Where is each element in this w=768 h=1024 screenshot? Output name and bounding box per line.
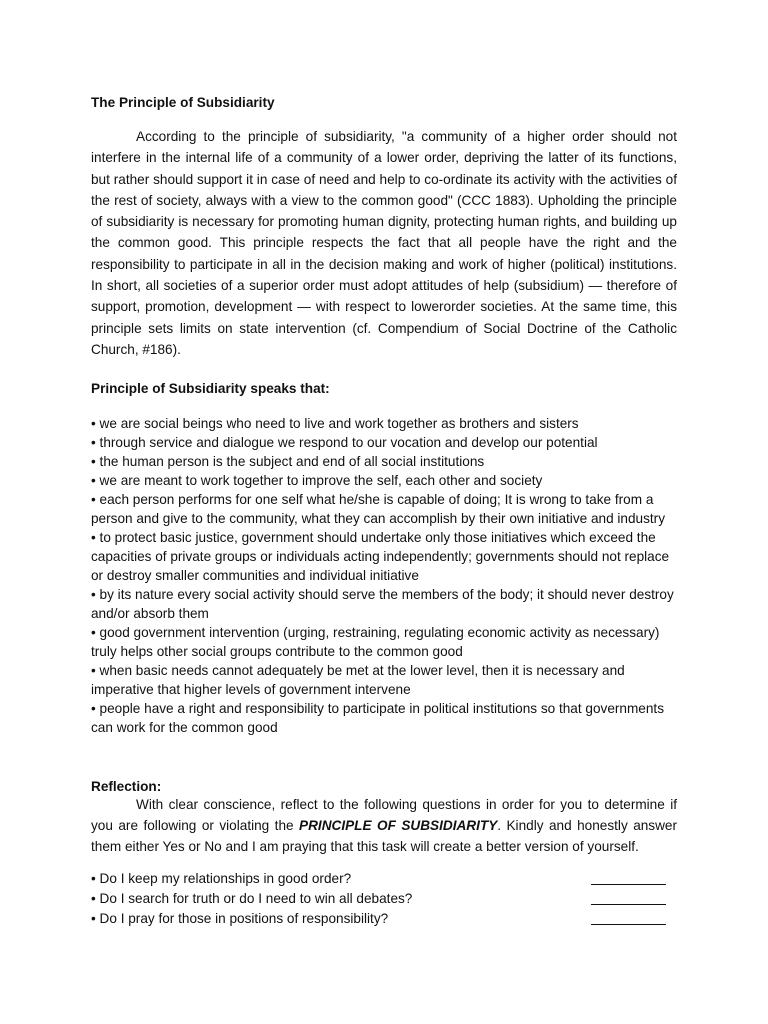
reflection-paragraph xyxy=(91,794,677,857)
bullet-item: • people have a right and responsibility to participate in political institutions so that governments can work for the common good xyxy=(91,701,665,735)
principle-heading: Principle of Subsidiarity speaks that: xyxy=(91,381,330,396)
bullet-item: • good government intervention (urging, restraining, regulating economic activity as necessary) truly helps other social groups contribute to the common good xyxy=(91,625,660,659)
answer-blank[interactable] xyxy=(591,924,666,925)
reflection-emphasis: PRINCIPLE OF SUBSIDIARITY xyxy=(299,818,498,833)
reflection-text-after: . Kindly and honestly answer them either Yes or No and I am praying that this task will create a better version of yourself. xyxy=(91,818,678,854)
question-text: • Do I search for truth or do I need to win all debates? xyxy=(91,891,413,906)
question-row xyxy=(91,869,666,889)
question-text: • Do I pray for those in positions of responsibility? xyxy=(91,911,389,926)
question-row xyxy=(91,889,666,909)
reflection-heading: Reflection: xyxy=(91,779,162,794)
question-text: • Do I keep my relationships in good order? xyxy=(91,871,352,886)
bullet-item: • we are social beings who need to live and work together as brothers and sisters xyxy=(91,416,579,431)
intro-paragraph xyxy=(91,126,677,360)
bullet-item: • by its nature every social activity should serve the members of the body; it should never destroy and/or absorb them xyxy=(91,587,674,621)
answer-blank[interactable] xyxy=(591,904,666,905)
bullet-list xyxy=(91,414,677,737)
question-list xyxy=(91,869,666,929)
question-row xyxy=(91,909,666,929)
bullet-item: • we are meant to work together to improve the self, each other and society xyxy=(91,473,543,488)
document-title: The Principle of Subsidiarity xyxy=(91,95,275,110)
intro-text: According to the principle of subsidiarity, "a community of a higher order should not interfere in the internal life of a community of a lower order, depriving the latter of its functions, but rather should support it in case of need and help to co-ordinate its activity with the activities of the rest of society, always with a view to the common good" (CCC 1883). Upholding the principle of subsidiarity is necessary for promoting human dignity, protecting human rights, and building up the common good. This principle respects the fact that all people have the right and the responsibility to participate in all in the decision making and work of higher (political) institutions. In short, all societies of a superior order must adopt attitudes of help (subsidium) — therefore of support, promotion, development — with respect to lowerorder societies. At the same time, this principle sets limits on state intervention (cf. Compendium of Social Doctrine of the Catholic Church, #186). xyxy=(91,129,677,357)
reflection-text-before: With clear conscience, reflect to the following questions in order for you to determine if you are following or violating the xyxy=(91,797,677,833)
bullet-item: • each person performs for one self what he/she is capable of doing; It is wrong to take from a person and give to the community, what they can accomplish by their own initiative and industry xyxy=(91,492,666,526)
bullet-item: • the human person is the subject and end of all social institutions xyxy=(91,454,485,469)
bullet-item: • through service and dialogue we respond to our vocation and develop our potential xyxy=(91,435,598,450)
bullet-item: • when basic needs cannot adequately be met at the lower level, then it is necessary and imperative that higher levels of government intervene xyxy=(91,663,625,697)
answer-blank[interactable] xyxy=(591,884,666,885)
bullet-item: • to protect basic justice, government should undertake only those initiatives which exceed the capacities of private groups or individuals acting independently; governments should not replace or destroy smaller communities and individual initiative xyxy=(91,530,670,583)
